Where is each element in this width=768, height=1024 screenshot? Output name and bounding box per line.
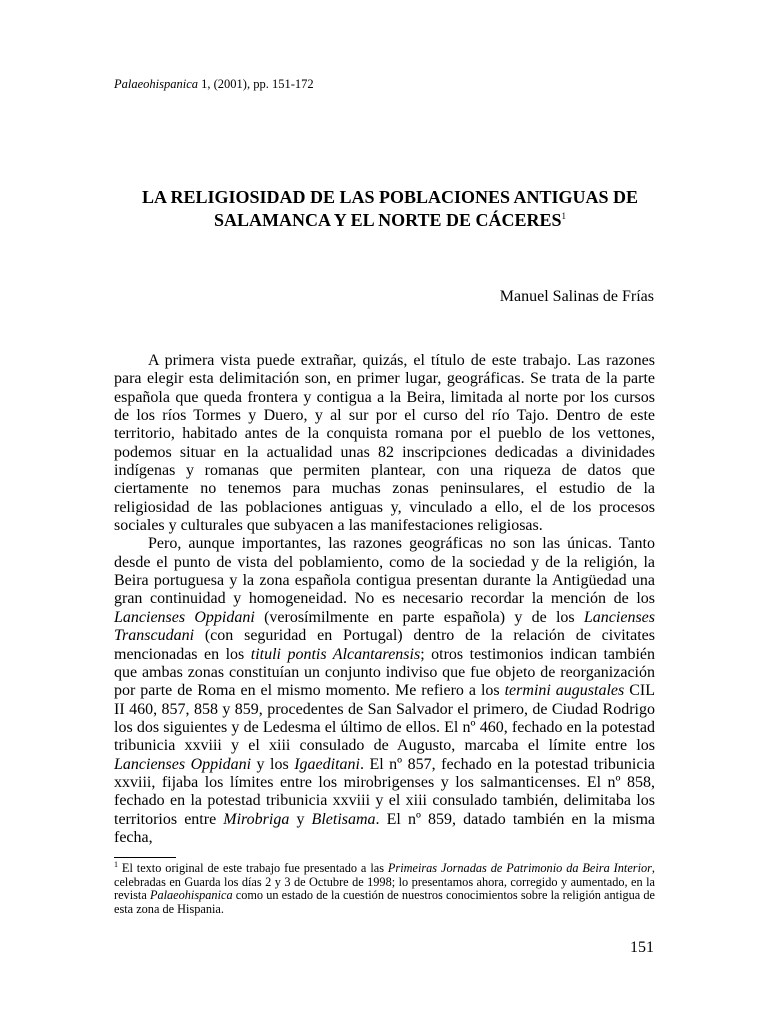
text-segment: , celebradas en Guarda los días 2 y 3 de Octubre de 1998; lo presentamos ahora, corregido y aumentado, en la revista bbox=[114, 861, 655, 903]
journal-citation: 1, (2001), pp. 151-172 bbox=[198, 77, 314, 91]
title-footnote-mark[interactable]: 1 bbox=[561, 211, 567, 221]
italic-text-segment: termini augustales bbox=[504, 682, 625, 700]
article-title bbox=[90, 186, 690, 232]
page-number: 151 bbox=[630, 939, 654, 956]
text-segment: A primera vista puede extrañar, quizás, el título de este trabajo. Las razones para elegir esta delimitación son, en primer lugar, geográficas. Se trata de la parte española que queda frontera y contigua a la Beira, limitada al norte por los cursos de los ríos Tormes y Duero, y al sur por el curso del río Tajo. Dentro de este territorio, habitado antes de la conquista romana por el pueblo de los vettones, podemos situar en la actualidad unas 82 inscripciones dedicadas a divinidades indígenas y romanas que permiten plantear, con una riqueza de datos que ciertamente no tenemos para muchas zonas peninsulares, el estudio de la religiosidad de las poblaciones antiguas y, vinculado a ello, el de los procesos sociales y culturales que subyacen a las manifestaciones religiosas. bbox=[114, 352, 655, 535]
italic-text-segment: Igaeditani bbox=[294, 755, 360, 773]
italic-text-segment: tituli pontis Alcantarensis bbox=[250, 645, 421, 663]
paragraph bbox=[114, 352, 655, 535]
running-header bbox=[114, 76, 314, 92]
title-line-1: LA RELIGIOSIDAD DE LAS POBLACIONES ANTIGUAS DE bbox=[141, 187, 639, 207]
text-segment: Pero, aunque importantes, las razones geográficas no son las únicas. Tanto desde el punto de vista del poblamiento, como de la sociedad y de la religión, la Beira portuguesa y la zona española contigua presentan durante la Antigüedad una gran continuidad y homogeneidad. No es necesario recordar la mención de los bbox=[114, 535, 655, 608]
footnote-separator bbox=[114, 857, 176, 858]
italic-text-segment: Lancienses Oppidani bbox=[114, 608, 255, 626]
title-line-2 bbox=[90, 209, 690, 232]
text-segment: y los bbox=[251, 755, 295, 773]
author-name: Manuel Salinas de Frías bbox=[499, 288, 654, 305]
italic-text-segment: Primeiras Jornadas de Patrimonio da Beira Interior bbox=[387, 861, 652, 875]
footnote-mark: 1 bbox=[114, 859, 118, 869]
article-body bbox=[114, 352, 655, 847]
text-segment: como un estado de la cuestión de nuestros conocimientos sobre la religión antigua de esta zona de Hispania. bbox=[114, 888, 655, 916]
text-segment: ; otros testimonios indican también que ambas zonas constituían un conjunto indiviso que fue objeto de reorganización por parte de Roma en el mismo momento. Me refiero a los bbox=[114, 645, 656, 700]
text-segment: (con seguridad en Portugal) dentro de la relación de civitates mencionadas en los bbox=[114, 627, 655, 663]
text-segment: (verosímilmente en parte española) y de los bbox=[254, 608, 584, 626]
italic-text-segment: Lancienses Oppidani bbox=[114, 755, 252, 773]
paragraph bbox=[114, 535, 655, 847]
italic-text-segment: Bletisama bbox=[311, 810, 376, 828]
text-segment: . El nº 859, datado también en la misma fecha, bbox=[114, 810, 655, 846]
text-segment: y bbox=[289, 810, 312, 828]
title-line-2-text: SALAMANCA Y EL NORTE DE CÁCERES bbox=[213, 210, 562, 230]
footnote bbox=[114, 859, 655, 916]
italic-text-segment: Palaeohispanica bbox=[149, 888, 233, 903]
italic-text-segment: Lancienses Transcudani bbox=[114, 608, 656, 645]
italic-text-segment: Mirobriga bbox=[223, 810, 290, 828]
text-segment: . El nº 857, fechado en la potestad tribunicia xxviii, fijaba los límites entre los mirobrigenses y los salmanticenses. El nº 858, fechado en la potestad tribunicia xxviii y el xiii consulado también, delimitaba los territorios entre bbox=[114, 755, 656, 828]
journal-name: Palaeohispanica bbox=[114, 77, 199, 91]
text-segment: El texto original de este trabajo fue presentado a las bbox=[118, 861, 388, 875]
text-segment: CIL II 460, 857, 858 y 859, procedentes de San Salvador el primero, de Ciudad Rodrigo los dos siguientes y de Ledesma el último de ellos. El nº 460, fechado en la potestad tribunicia xxviii y el xiii consulado de Augusto, marcaba el límite entre los bbox=[114, 682, 655, 755]
footnote-text bbox=[114, 861, 655, 916]
